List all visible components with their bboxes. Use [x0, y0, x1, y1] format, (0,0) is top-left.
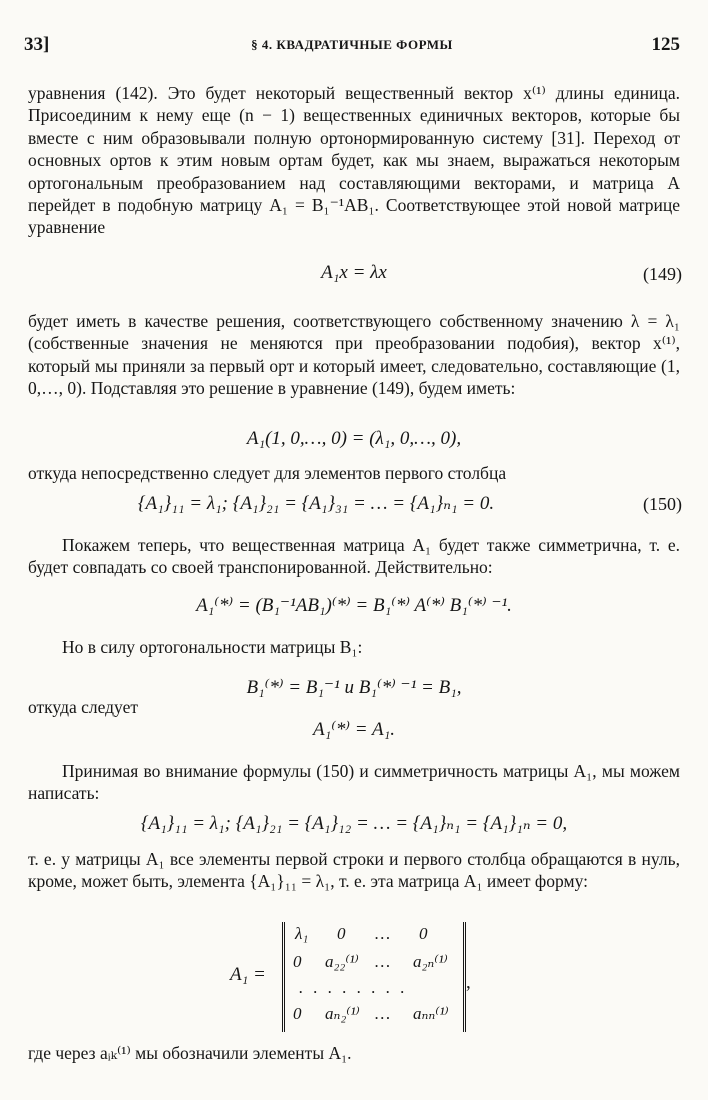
- matrix-cell: …: [375, 952, 391, 971]
- running-title: § 4. КВАДРАТИЧНЫЕ ФОРМЫ: [251, 37, 453, 52]
- matrix-cell: a₂₂⁽¹⁾: [325, 952, 359, 971]
- paragraph-column: откуда непосредственно следует для элементов первого столбца: [28, 463, 507, 483]
- equation-150: {A₁}₁₁ = λ₁; {A₁}₂₁ = {A₁}₃₁ = … = {A₁}ₙ₁ = 0.: [137, 493, 495, 514]
- matrix-lhs: A₁ =: [230, 964, 266, 985]
- matrix-cell: …: [375, 924, 391, 943]
- matrix-row-dots: . . . . . . . .: [299, 978, 408, 997]
- matrix-cell: λ₁: [295, 924, 309, 943]
- equation-149: A₁x = λx: [321, 262, 387, 283]
- matrix-comma: ,: [466, 972, 471, 993]
- equation-150-number: (150): [643, 494, 682, 514]
- matrix-determinant-bars: [282, 922, 466, 1032]
- page-number: 125: [651, 34, 680, 55]
- matrix-cell: 0: [293, 1004, 302, 1023]
- matrix-cell: 0: [293, 952, 302, 971]
- matrix-cell: aₙ₂⁽¹⁾: [325, 1004, 360, 1023]
- equation-orthogonal: B₁⁽*⁾ = B₁⁻¹ и B₁⁽*⁾ ⁻¹ = B₁,: [246, 677, 462, 698]
- matrix-cell: a₂ₙ⁽¹⁾: [413, 952, 448, 971]
- equation-149-number: (149): [643, 264, 682, 284]
- matrix-cell: 0: [337, 924, 346, 943]
- paragraph-symmetry: Покажем теперь, что вещественная матрица A₁ будет также симметрична, т. е. будет совпадать со своей транспонированной. Действительно:: [28, 535, 680, 578]
- equation-transpose: A₁⁽*⁾ = (B₁⁻¹AB₁)⁽*⁾ = B₁⁽*⁾ A⁽*⁾ B₁⁽*⁾ ⁻¹.: [196, 595, 512, 616]
- paragraph-matrix-form: т. е. у матрицы A₁ все элементы первой строки и первого столбца обращаются в нуль, кроме, может быть, элемента {A₁}₁₁ = λ₁, т. е. эта матрица A₁ имеет форму:: [28, 849, 680, 892]
- paragraph-intro: уравнения (142). Это будет некоторый вещественный вектор x⁽¹⁾ длины единица. Присоединим к нему еще (n − 1) вещественных единичных векторов, которые бы вместе с ним образовывали полную ортонормированную систему [31]. Переход от основных ортов к этим новым ортам будет, как мы знаем, выражаться некоторым ортогональным преобразованием над составляющими векторами, и матрица A перейдет в подобную матрицу A₁ = B₁⁻¹AB₁. Соответствующее этой новой матрице уравнение: [28, 83, 680, 238]
- paragraph-follows: откуда следует: [28, 697, 138, 717]
- paragraph-orthogonality: Но в силу ортогональности матрицы B₁:: [62, 637, 363, 657]
- matrix-a1: [230, 922, 490, 1034]
- matrix-cell: 0: [419, 924, 428, 943]
- equation-all-zero: {A₁}₁₁ = λ₁; {A₁}₂₁ = {A₁}₁₂ = … = {A₁}ₙ₁ = {A₁}₁ₙ = 0,: [140, 813, 568, 834]
- equation-symmetric: A₁⁽*⁾ = A₁.: [313, 719, 395, 740]
- matrix-cell: aₙₙ⁽¹⁾: [413, 1004, 449, 1023]
- paragraph-formulas: Принимая во внимание формулы (150) и симметричность матрицы A₁, мы можем написать:: [28, 761, 680, 804]
- paragraph-solution: будет иметь в качестве решения, соответствующего собственному значению λ = λ₁ (собственные значения не меняются при преобразовании подобия), вектор x⁽¹⁾, который мы приняли за первый орт и который имеет, следовательно, составляющие (1, 0,…, 0). Подставляя это решение в уравнение (149), будем иметь:: [28, 311, 680, 399]
- running-header: [24, 34, 680, 58]
- paragraph-notation: где через aᵢₖ⁽¹⁾ мы обозначили элементы A₁.: [28, 1043, 352, 1063]
- section-marker: 33]: [24, 34, 50, 55]
- matrix-cell: …: [375, 1004, 391, 1023]
- equation-substitution: A₁(1, 0,…, 0) = (λ₁, 0,…, 0),: [246, 428, 462, 449]
